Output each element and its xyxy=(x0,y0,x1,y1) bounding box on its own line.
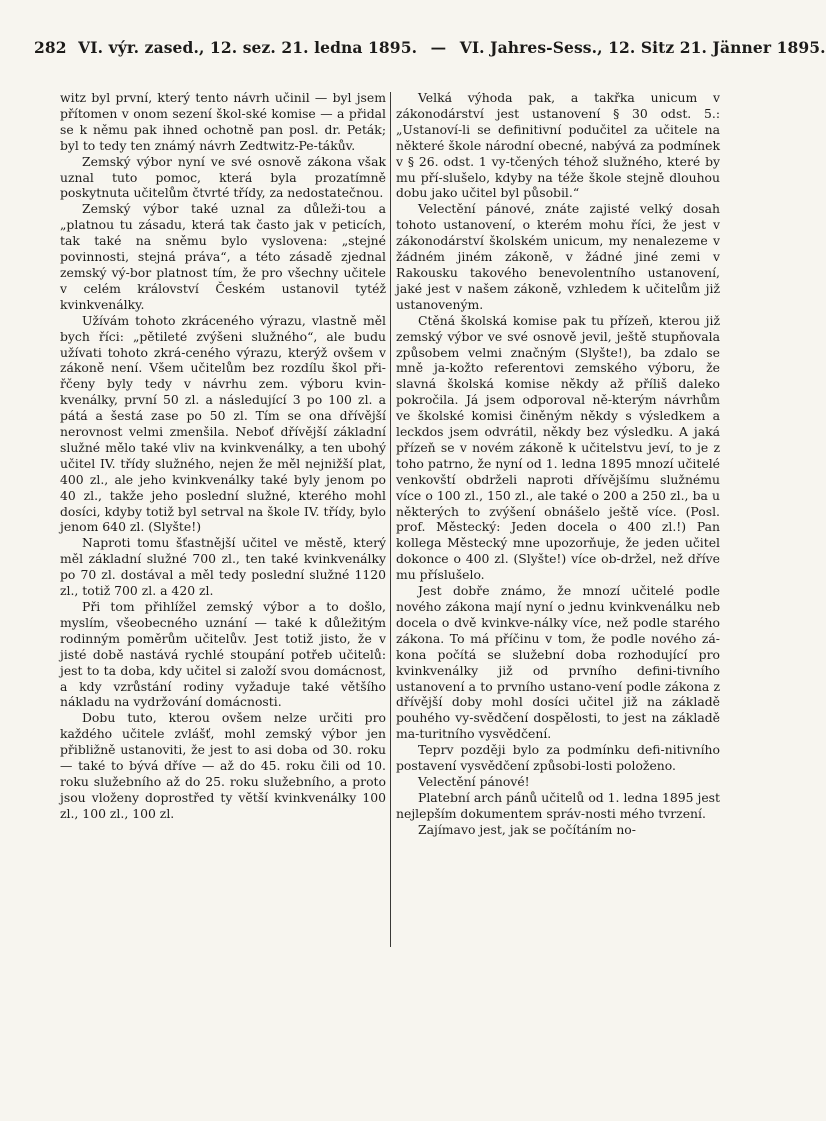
paragraph: Zajímavo jest, jak se počítáním no- xyxy=(418,821,636,837)
paragraph: Zemský výbor také uznal za důleži-tou a „platnou tu zásadu, která tak často jak v peticích, tak také na sněmu bylo vyslovena: „stejné povinnosti, stejná práva“, a této zásadě zjednal zemský vý-bor platnost tím, že pro všechny učitele v celém království Českém ustanovil tytéž kvinkvenálky. xyxy=(60,201,386,312)
paragraph: witz byl první, který tento návrh učinil — byl jsem přítomen v onom sezení škol-ské komise — a přidal se k němu pak ihned ochotně pan posl. dr. Peták; byl to tedy ten známý návrh Zedtwitz-Pe-tákův. xyxy=(60,90,386,153)
header-separator: — xyxy=(430,38,447,57)
running-header xyxy=(34,38,826,57)
paragraph: Jest dobře známo, že mnozí učitelé podle nového zákona mají nyní o jednu kvinkvenálku neb docela o dvě kvinkve-nálky více, než podle starého zákona. To má příčinu v tom, že podle nového zá-kona počítá se služební doba rozhodující pro kvinkvenálky již od prvního defini-tivního ustanovení a to prvního ustano-vení podle zákona z dřívější doby mohl dosíci učitel již na základě pouhého vy-svědčení dospělosti, to jest na základě ma-turitního vysvědčení. xyxy=(396,583,720,742)
right-column xyxy=(396,90,720,838)
paragraph: Platební arch pánů učitelů od 1. ledna 1895 jest nejlepším dokumentem správ-nosti mého tvrzení. xyxy=(396,789,720,821)
left-column xyxy=(60,90,386,822)
page-number: 282 xyxy=(34,38,67,57)
header-left-title: VI. výr. zased., 12. sez. 21. ledna 1895. xyxy=(78,38,418,57)
paragraph: Zemský výbor nyní ve své osnově zákona však uznal tuto pomoc, která byla prozatímně poskytnuta učitelům čtvrté třídy, za nedostatečnou. xyxy=(60,153,386,201)
paragraph: Velectění pánové! xyxy=(418,773,530,789)
column-divider xyxy=(390,92,391,947)
paragraph: Při tom přihlížel zemský výbor a to došlo, myslím, všeobecného uznání — také k důležitým rodinným poměrům učitelův. Jest totiž jisto, že v jisté době nastává rychlé stoupání potřeb učitelů: jest to ta doba, kdy učitel si založí svou domácnost, a kdy vzrůstání rodiny vyžaduje také většího nákladu na vydržování domácnosti. xyxy=(60,599,386,710)
paragraph: Ctěná školská komise pak tu přízeň, kterou již zemský výbor ve své osnově jevil, ještě stupňovala způsobem velmi značným (Slyšte!), ba zdalo se mně ja-kožto referentovi zemského výboru, že slavná školská komise někdy až příliš daleko pokročila. Já jsem odporoval ně-kterým návrhům ve školské komisi činěným někdy s výsledkem a leckdos jsem odvrátil, někdy bez výsledku. A jaká přízeň se v novém zákoně k učitelstvu jeví, to je z toho patrno, že nyní od 1. ledna 1895 mnozí učitelé venkovští obdrželi naproti dřívějšímu služnému více o 100 zl., 150 zl., ale také o 200 a 250 zl., ba u některých to zvýšení obnášelo ještě více. (Posl. prof. Městecký: Jeden docela o 400 zl.!) Pan kollega Městecký mne upozorňuje, že jeden učitel dokonce o 400 zl. (Slyšte!) více ob-držel, než dříve mu příslušelo. xyxy=(396,312,720,583)
header-right-title: VI. Jahres-Sess., 12. Sitz 21. Jänner 1895. xyxy=(459,38,826,57)
paragraph: Velectění pánové, znáte zajisté velký dosah tohoto ustanovení, o kterém mohu říci, že jest v zákonodárství školském unicum, my nenalezeme v žádném jiném zákoně, v žádné jiné zemi v Rakousku takového benevolentního ustanovení, jaké jest v našem zákoně, vzhledem k učitelům již ustanoveným. xyxy=(396,201,720,312)
paragraph: Velká výhoda pak, a takřka unicum v zákonodárství jest ustanovení § 30 odst. 5.: „Ustanoví-li se definitivní podučitel za učitele na některé škole národní obecné, nabývá za podmínek v § 26. odst. 1 vy-tčených téhož služného, které by mu pří-slušelo, kdyby na téže škole stejně dlouhou dobu jako učitel byl působil.“ xyxy=(396,90,720,201)
paragraph: Užívám tohoto zkráceného výrazu, vlastně měl bych říci: „pětileté zvýšeni služného“, ale budu užívati tohoto zkrá-ceného výrazu, kterýž ovšem v zákoně není. Všem učitelům bez rozdílu škol při-řčeny byly tedy v návrhu zem. výboru kvin-kvenálky, první 50 zl. a následující 3 po 100 zl. a pátá a šestá zase po 50 zl. Tím se ona dřívější nerovnost velmi zmenšila. Neboť dřívější základní služné mělo také vliv na kvinkvenálky, a ten ubohý učitel IV. třídy služného, nejen že měl nejnižší plat, 400 zl., ale jeho kvinkvenálky také byly jenom po 40 zl., takže jeho poslední služné, kterého mohl dosíci, kdyby totiž byl setrval na škole IV. třídy, bylo jenom 640 zl. (Slyšte!) xyxy=(60,312,386,535)
paragraph: Dobu tuto, kterou ovšem nelze určiti pro každého učitele zvlášť, mohl zemský výbor jen přibližně ustanoviti, že jest to asi doba od 30. roku — také to bývá dříve — až do 45. roku čili od 10. roku služebního až do 25. roku služebního, a proto jsou vloženy doprostřed ty větší kvinkvenálky 100 zl., 100 zl., 100 zl. xyxy=(60,710,386,821)
paragraph: Teprv později bylo za podmínku defi-nitivního postavení vysvědčení způsobi-losti položeno. xyxy=(396,742,720,774)
paragraph: Naproti tomu šťastnější učitel ve městě, který měl základní služné 700 zl., ten také kvinkvenálky po 70 zl. dostával a měl tedy poslední služné 1120 zl., totiž 700 zl. a 420 zl. xyxy=(60,535,386,599)
